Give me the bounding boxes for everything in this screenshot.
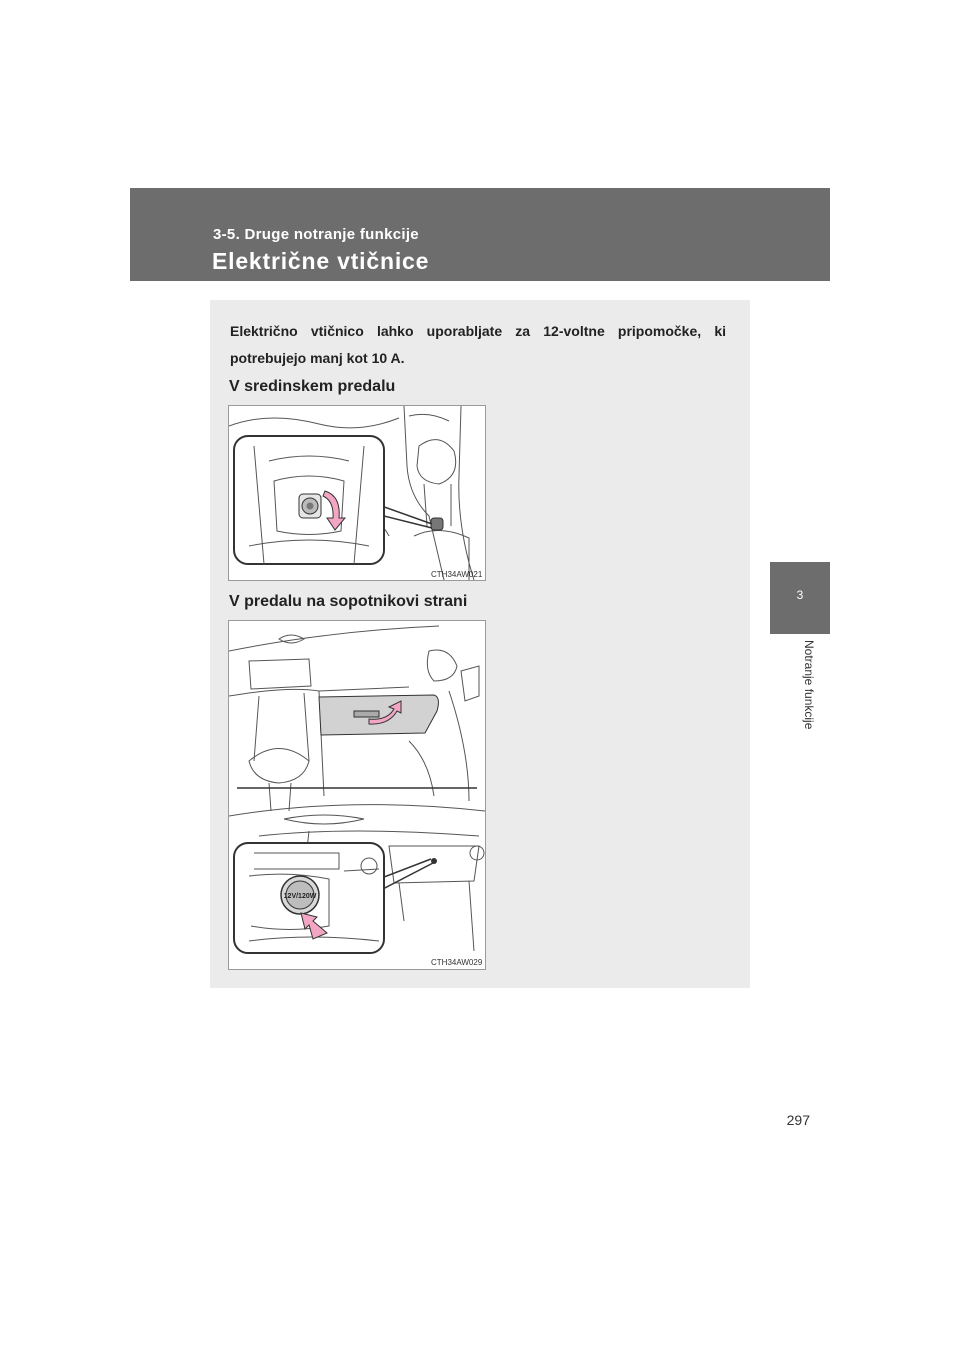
passenger-side-drawing: [229, 621, 485, 969]
page-number: 297: [786, 1112, 810, 1128]
figure-code-1: CTH34AW021: [431, 570, 483, 579]
figure-code-2: CTH34AW029: [431, 958, 483, 967]
passenger-side-illustration: [228, 620, 486, 970]
page-title: Električne vtičnice: [212, 248, 430, 274]
intro-paragraph: Električno vtičnico lahko uporabljate za 12-voltne pripomočke, ki potrebujejo manj kot 10 A.: [230, 323, 726, 366]
chapter-label: Notranje funkcije: [802, 640, 816, 730]
heading-center-console: V sredinskem predalu: [229, 378, 396, 395]
center-console-illustration: [228, 405, 486, 581]
chapter-tab: [770, 562, 830, 634]
chapter-number: 3: [796, 588, 804, 602]
center-console-drawing: [229, 406, 485, 580]
heading-passenger-side: V predalu na sopotnikovi strani: [229, 593, 468, 610]
socket-label: 12V/120W: [283, 893, 317, 900]
section-label: 3-5. Druge notranje funkcije: [213, 226, 419, 243]
